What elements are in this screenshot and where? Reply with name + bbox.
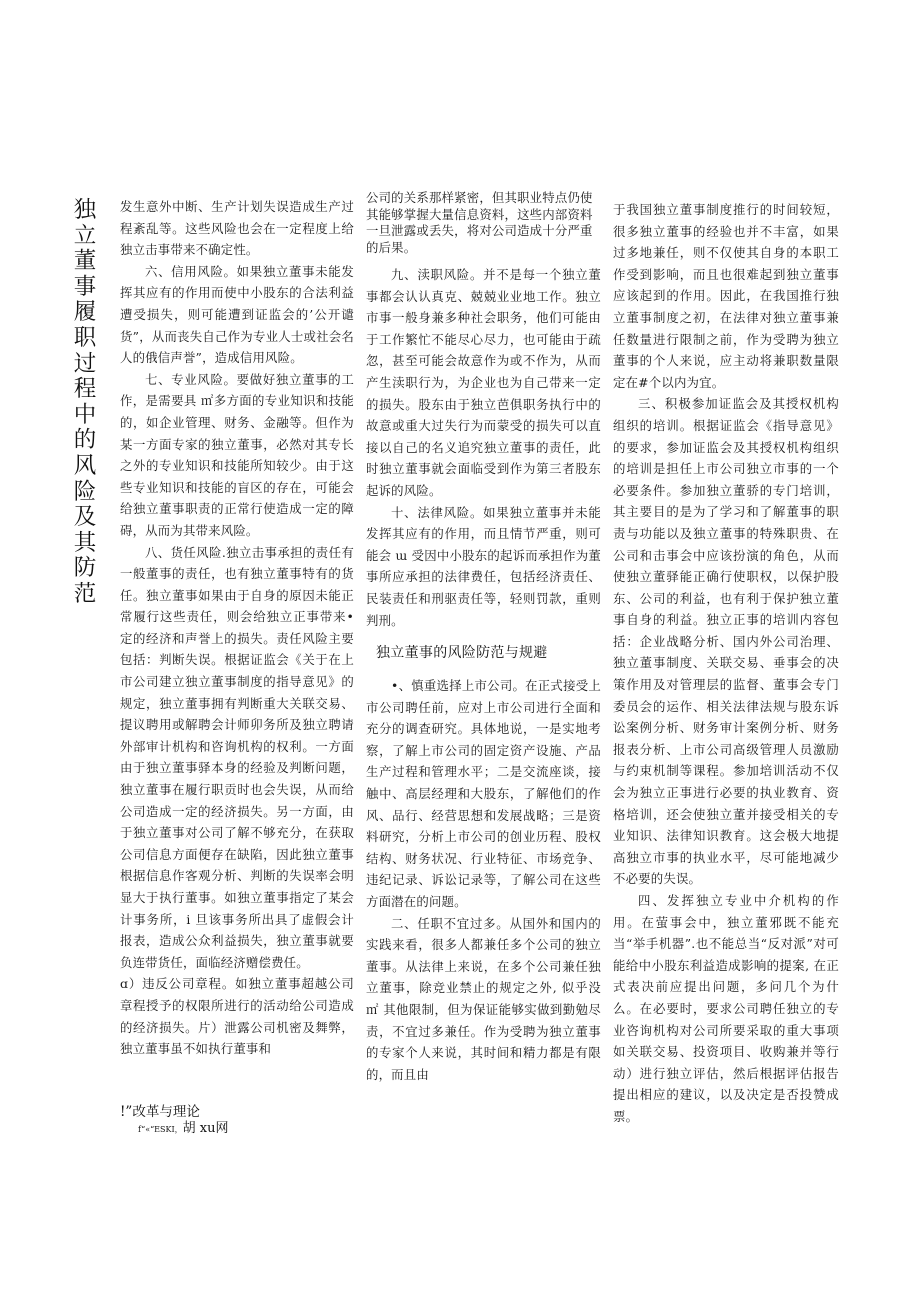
footer-site-name: 胡 xu网: [182, 1121, 229, 1136]
section-heading: 独立董事的风险防范与规避: [376, 645, 548, 662]
title-char: 职: [73, 324, 97, 351]
title-char: 中: [73, 401, 97, 428]
title-char: 的: [73, 427, 97, 454]
vertical-article-title: [70, 198, 100, 608]
paragraph: 十、法律风险。如果独立董事并未能发挥其应有的作用，而且情节严重，则可能会 ɯ 受因中小股东的起诉而承担作为董事所应承担的法律费任，包括经济责任、民装责任和刑驱责任等，轻则罚款，重则判刑。: [366, 504, 601, 628]
title-char: 风: [73, 452, 97, 479]
paragraph: 发生意外中断、生产计划失误造成生产过程紊乱等。这些风险也会在一定程度上给独立击事带来不确定性。: [120, 199, 354, 258]
title-char: 立: [73, 222, 97, 249]
text-column-2: [366, 190, 601, 1085]
title-char: 过: [73, 350, 97, 377]
title-char: 其: [73, 529, 97, 556]
title-char: 及: [73, 504, 97, 531]
paragraph: 三、积极参加证监会及其授权机构组织的培训。根据证监会《指导意见》的要求，参加证监会及其授权机构组织的培训是担任上市公司独立市事的一个必要条件。参加独立董骄的专门培训，其主要目的是为了学习和了解董事的职责与功能以及独立董事的特殊职贵、在公司和击事会中应该扮演的角色，从而使独立董驿能正确行使职权，以保护股东、公司的利益，也有利于保护独立董事自身的利益。独立正事的培训内容包括：企业战略分析、国内外公司治理、独立董事制度、关联交易、垂事会的决策作用及对管理层的监督、董事会专门委员会的运作、相关法律法规与股东诉讼案例分析、财务审计案例分析、财务报表分析、上市公司高级管理人员激励与约束机制等课程。参加培训活动不仅会为独立正事进行必要的执业教育、资格培训，还会使独立董并接受相关的专业知识、法律知识教育。这会极大地提高独立市事的执业水平，尽可能地减少不必要的失误。: [613, 396, 839, 887]
paragraph: 七、专业风险。要做好独立董事的工作，是需要具 ㎡多方面的专业知识和技能的，如企业管理、财务、金融等。但作为某一方面专家的独立董事，必然对其专长之外的专业知识和技能所知较少。由于这些专业知识和技能的盲区的存在，可能会给独立董事职责的正常行使造成一定的障碍，从而为其带来风险。: [120, 371, 354, 538]
paragraph: 四、发挥独立专业中介机构的作用。在萤事会中，独立董邪既不能充当“举手机器”.也不能总当“反对派”对可能给中小股东利益造成影响的提案, 在正式表决前应提出问题，多问几个为什么。在必要时，要求公司聘任独立的专业咨询机构对公司所要采取的重大事项如关联交易、投资项目、收购兼并等行动）进行独立评估，然后根据评估报告提出相应的建议，以及决定是否投赞成票。: [613, 893, 839, 1124]
text-line: 的后果。: [366, 239, 417, 255]
paragraph: •、慎重选择上市公司。在正式接受上市公司聘任前，应对上市公司进行全面和充分的调查研究。具体地说，一是实地考察，了解上市公司的固定资产设施、产品生产过程和管理水平；二是交流座谈，接触中、高层经理和大股东，了解他们的作风、品行、经营思想和发展战略；三是资料研究，分析上市公司的创业历程、股权结构、财务状况、行业特征、市场竞争、违纪记录、诉讼记录等，了解公司在这些方面潜在的问题。: [366, 678, 601, 910]
text-column-1: [120, 196, 354, 1060]
paragraph: 八、货任风险.独立击事承担的责任有一般董事的责任，也有独立董事特有的货任。独立董事如果由于自身的原因未能正常履行这些责任，则会给独立正事带来•定的经济和声誉上的损失。责任风险主要包括：判断失误。根据证监会《关于在上市公司建立独立董事制度的指导意见》的规定，独立董事拥有判断重大关联交易、提议聘用或解聘会计师卯务所及独立聘请外部审计机构和咨询机构的权利。一方面由于独立董事驿本身的经验及判断问题，独立董事在履行职贡时也会失误，从而给公司造成一定的经济损失。另一方面，由于独立董事对公司了解不够充分，在获取公司信息方面便存在缺陷，因此独立董事根据信息作客观分析、判断的失误率会明显大于执行董事。如独立董事指定了某会计事务所，i 旦该事务所出具了虚假会计报表，造成公众利益损失，独立董事就要负连带货任，面临经济赠偿费任。: [120, 544, 354, 970]
title-char: 范: [73, 580, 97, 607]
title-char: 险: [73, 478, 97, 505]
text-column-3: [613, 199, 839, 1128]
paragraph: 六、信用风险。如果独立董事未能发挥其应有的作用而使中小股东的合法利益遭受损失，则可能遭到证监会的’公开谴货”，从而丧失自己作为专业人士或社会名人的俄信声誉”，造成信用风险。: [120, 263, 354, 366]
paragraph: 九、渎职风险。并不是每一个独立董事都会认认真克、兢兢业业地工作。独立市事一般身兼多种社会职务，他们可能由于工作繁忙不能尽心尽力，也可能由于疏忽，甚至可能会故意作为或不作为，从而产生渎职行为，为企业也为自己带来一定的损失。股东由于独立芭俱职务执行中的故意或重大过失行为而蒙受的损失可以直接以自己的名义追究独立董事的责任，此时独立董事就会面临受到作为第三者股东起诉的风险。: [366, 267, 601, 498]
paragraph: 二、任职不宜过多。从国外和国内的实践来看，很多人都兼任多个公司的独立董事。从法律上来说，在多个公司兼任独立董事，除竞业禁止的规定之外, 似乎没 ㎡ 其他限制，但为保证能够实做到勤勉尽责，不宜过多兼任。作为受聘为独立董事的专家个人来说，其时间和精力都是有限的，而且由: [366, 915, 601, 1082]
paragraph: 于我国独立董事制度推行的时间较短，很多独立董事的经验也并不丰富，如果过多地兼任，则不仅使其自身的本职工作受到影响，而且也很难起到独立董事应该起到的作用。因此，在我国推行独立董事制度之初，在法律对独立董事兼任数量进行限制之前，作为受聘为独立董事的个人来说，应主动将兼职数量限定在#个以内为宜。: [613, 202, 839, 390]
footer-site-line: [138, 1117, 228, 1136]
footer-small-text: f“«“ESKI，: [138, 1125, 183, 1134]
title-char: 防: [73, 555, 97, 582]
text-line: 其能够掌握大量信息资料，这些内部资料: [366, 206, 593, 222]
paragraph: ɑ）违反公司章程。如独立董事超越公司章程授予的权限所进行的活动给公司造成的经济损失。片）泄露公司机密及舞弊，独立董事虽不如执行董事和: [120, 976, 354, 1057]
title-char: 履: [73, 299, 97, 326]
title-char: 事: [73, 273, 97, 300]
title-char: 程: [73, 376, 97, 403]
journal-footer: !”改革与理论: [120, 1104, 200, 1120]
text-line: 公司的关系那样紧密，但其职业特点仍使: [366, 190, 593, 205]
text-line: 一旦泄露或丢失，将对公司造成十分严重: [366, 223, 593, 238]
title-char: 独: [73, 197, 97, 223]
title-char: 董: [73, 248, 97, 275]
